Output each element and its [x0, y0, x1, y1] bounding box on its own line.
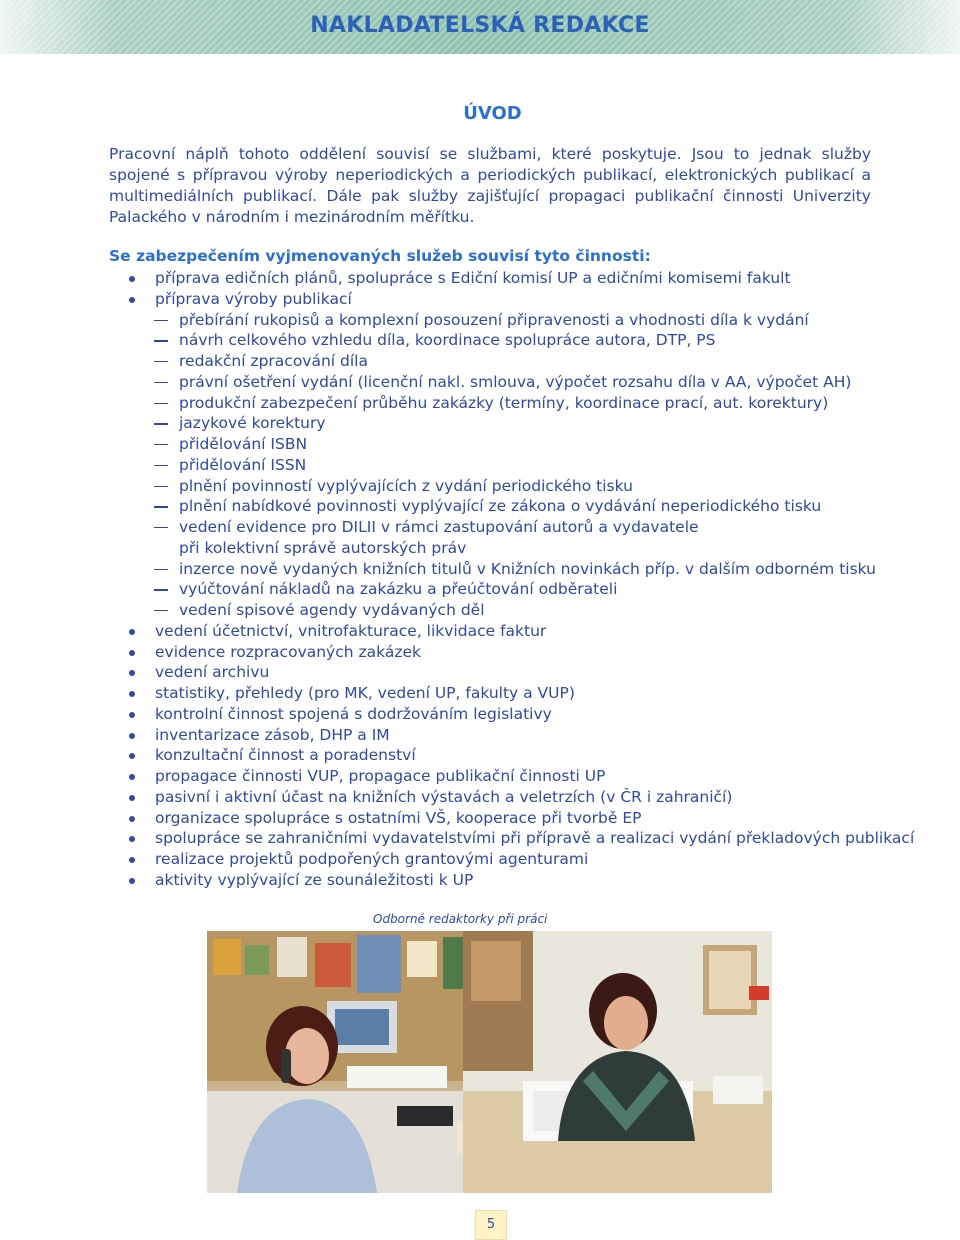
bullet-item: konzultační činnost a poradenství: [109, 745, 879, 766]
dash-subitem: produkční zabezpečení průběhu zakázky (termíny, koordinace prací, aut. korektury): [109, 393, 879, 414]
bullet-item: statistiky, přehledy (pro MK, vedení UP, fakulty a VUP): [109, 683, 879, 704]
office-photo-editor-desk: [463, 931, 772, 1193]
bullet-item: propagace činnosti VUP, propagace publikační činnosti UP: [109, 766, 879, 787]
dash-subitem: plnění povinností vyplývajících z vydání periodického tisku: [109, 476, 879, 497]
bullet-item: organizace spolupráce s ostatními VŠ, kooperace při tvorbě EP: [109, 808, 879, 829]
dash-subitem: vedení evidence pro DILII v rámci zastupování autorů a vydavatele: [109, 517, 879, 538]
bullet-item: vedení účetnictví, vnitrofakturace, likvidace faktur: [109, 621, 879, 642]
bullet-item: evidence rozpracovaných zakázek: [109, 642, 879, 663]
dash-subitem: návrh celkového vzhledu díla, koordinace spolupráce autora, DTP, PS: [109, 330, 879, 351]
activities-heading: Se zabezpečením vyjmenovaných služeb souvisí tyto činnosti:: [109, 247, 651, 265]
subitem-continuation: při kolektivní správě autorských práv: [179, 538, 467, 557]
section-title: ÚVOD: [463, 103, 522, 124]
bullet-item: vedení archivu: [109, 662, 879, 683]
bullet-item: příprava výroby publikací: [109, 289, 879, 310]
page-header-band: [0, 0, 960, 54]
dash-subitem: vyúčtování nákladů na zakázku a přeúčtování odběrateli: [109, 579, 879, 600]
dash-subitem: vedení spisové agendy vydávaných děl: [109, 600, 879, 621]
dash-subitem: přidělování ISBN: [109, 434, 879, 455]
dash-subitem: plnění nabídkové povinnosti vyplývající ze zákona o vydávání neperiodického tisku: [109, 496, 879, 517]
dash-subitem: jazykové korektury: [109, 413, 879, 434]
header-title: NAKLADATELSKÁ REDAKCE: [310, 13, 650, 38]
intro-text: [109, 144, 871, 228]
activities-list: [109, 268, 915, 891]
dash-subitem: redakční zpracování díla: [109, 351, 879, 372]
intro-paragraph: Pracovní náplň tohoto oddělení souvisí se službami, které poskytuje. Jsou to jednak služby spojené s přípravou výroby neperiodických a periodických publikací, elektronických publikací a multimediálních publikací. Dále pak služby zajišťující propagaci publikační činnosti Univerzity Palackého v národním i mezinárodním měřítku.: [109, 145, 871, 226]
bullet-item: spolupráce se zahraničními vydavatelstvími při přípravě a realizaci vydání překladových publikací: [109, 828, 879, 849]
dash-subitem: inzerce nově vydaných knižních titulů v Knižních novinkách příp. v dalším odborném tisku: [109, 559, 879, 580]
dash-subitem: přidělování ISSN: [109, 455, 879, 476]
dash-subitem: přebírání rukopisů a komplexní posouzení připravenosti a vhodnosti díla k vydání: [109, 310, 879, 331]
bullet-item: aktivity vyplývající ze sounáležitosti k UP: [109, 870, 879, 891]
bullet-item: realizace projektů podpořených grantovými agenturami: [109, 849, 879, 870]
bullet-item: příprava edičních plánů, spolupráce s Ediční komisí UP a edičními komisemi fakult: [109, 268, 879, 289]
page-number: 5: [475, 1210, 507, 1240]
photo-caption: Odborné redaktorky při práci: [373, 912, 548, 926]
dash-subitem: právní ošetření vydání (licenční nakl. smlouva, výpočet rozsahu díla v AA, výpočet AH): [109, 372, 879, 393]
bullet-item: kontrolní činnost spojená s dodržováním legislativy: [109, 704, 879, 725]
bullet-item: inventarizace zásob, DHP a IM: [109, 725, 879, 746]
bullet-item: pasivní i aktivní účast na knižních výstavách a veletrzích (v ČR i zahraničí): [109, 787, 879, 808]
